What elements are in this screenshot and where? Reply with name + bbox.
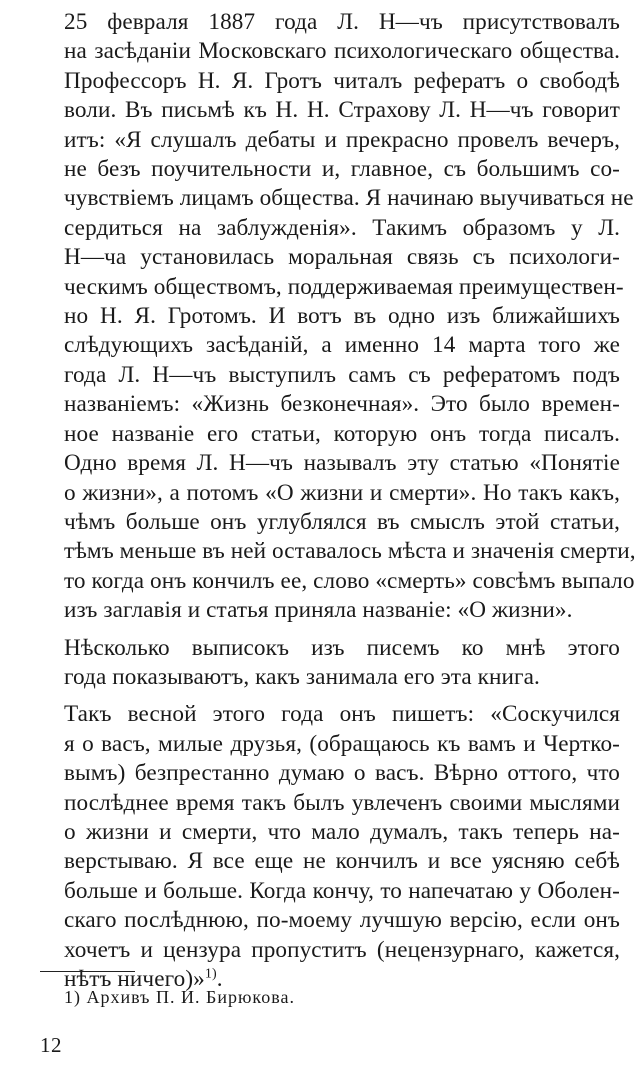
text-line: ческимъ обществомъ, поддерживаемая преимуществен- — [64, 273, 624, 300]
text-line: тѣмъ меньше въ ней оставалось мѣста и значенія смерти, — [64, 538, 636, 565]
text-line: 25 февраля 1887 года Л. Н—чъ присутствовалъ — [64, 9, 620, 35]
text-line: вымъ) безпрестанно думаю о васъ. Вѣрно оттого, что — [64, 760, 620, 787]
text-line: на засѣданіи Московскаго психологическаго общества. — [64, 38, 620, 65]
footnote-reference[interactable]: 1) — [204, 966, 217, 982]
footnote-text: Архивъ П. И. Бирюкова. — [86, 987, 295, 1007]
text-line: послѣднее время такъ былъ увлеченъ своими мыслями — [64, 789, 620, 816]
paragraph-3 — [40, 700, 620, 994]
text-line: о жизни и смерти, что мало думалъ, такъ теперь на- — [64, 818, 620, 845]
page-body — [40, 8, 636, 994]
text-line: слѣдующихъ засѣданій, а именно 14 марта того же — [64, 332, 620, 359]
paragraph-1 — [40, 8, 636, 626]
text-line: но Н. Я. Гротомъ. И вотъ въ одно изъ ближайшихъ — [64, 303, 620, 330]
footnote-marker: 1) — [64, 987, 81, 1007]
text-line: Профессоръ Н. Я. Гротъ читалъ рефератъ о свободѣ — [64, 67, 620, 94]
text-line: чувствіемъ лицамъ общества. Я начинаю выучиваться не — [64, 185, 634, 212]
text-line: больше и больше. Когда кончу, то напечатаю у Оболен- — [64, 877, 620, 904]
text-line: Нѣсколько выписокъ изъ писемъ ко мнѣ этого — [64, 634, 620, 661]
text-line: я о васъ, милые друзья, (обращаюсь къ вамъ и Чертко- — [64, 730, 620, 757]
footnote-divider — [40, 971, 135, 972]
footnote — [64, 986, 295, 1008]
text-line: Такъ весной этого года онъ пишетъ: «Соскучился — [64, 701, 620, 728]
text-line: чѣмъ больше онъ углублялся въ смыслъ этой статьи, — [64, 508, 620, 535]
text-line: года Л. Н—чъ выступилъ самъ съ рефератомъ подъ — [64, 361, 620, 388]
paragraph-2 — [40, 634, 620, 693]
page-number: 12 — [40, 1033, 62, 1057]
text-line: не безъ поучительности и, главное, съ большимъ со- — [64, 156, 620, 183]
text-line: хочетъ и цензура пропуститъ (нецензурнаго, кажется, — [64, 936, 620, 963]
text-line: верстываю. Я все еще не кончилъ и все уясняю себѣ — [64, 848, 620, 875]
text-line-final: нѣтъ ничего)»$^{1)}$. — [64, 966, 223, 992]
text-line: названіемъ: «Жизнь безконечная». Это было времен- — [64, 391, 620, 418]
text-line: сердиться на заблужденія». Такимъ образомъ у Л. — [64, 214, 620, 241]
text-line: воли. Въ письмѣ къ Н. Н. Страхову Л. Н—чъ говорит — [64, 97, 620, 124]
text-line: ное названіе его статьи, которую онъ тогда писалъ. — [64, 420, 620, 447]
text-line: о жизни», а потомъ «О жизни и смерти». Но такъ какъ, — [64, 479, 620, 506]
text-line: Н—ча установилась моральная связь съ психологи- — [64, 244, 620, 271]
text-line: то когда онъ кончилъ ее, слово «смерть» совсѣмъ выпало — [64, 567, 635, 594]
text-line: скаго послѣднюю, по-моему лучшую версію, если онъ — [64, 907, 620, 934]
text-line: Одно время Л. Н—чъ называлъ эту статью «Понятіе — [64, 450, 620, 477]
text-line: изъ заглавія и статья приняла названіе: «О жизни». — [64, 597, 573, 624]
text-line: года показываютъ, какъ занимала его эта книга. — [64, 663, 540, 690]
text-line: итъ: «Я слушалъ дебаты и прекрасно провелъ вечеръ, — [64, 126, 620, 153]
text-line-content: нѣтъ ничего)» — [64, 966, 205, 992]
